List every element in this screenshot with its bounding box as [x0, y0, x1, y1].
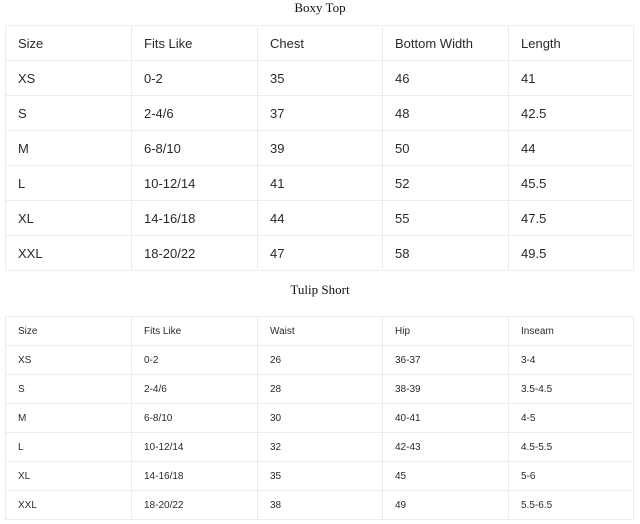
table-cell: L — [6, 433, 132, 462]
table-cell: 49.5 — [509, 236, 634, 271]
boxy-top-title: Boxy Top — [294, 0, 346, 15]
table-cell: 39 — [258, 131, 383, 166]
header-cell: Size — [6, 317, 132, 346]
table-cell: 3.5-4.5 — [509, 375, 634, 404]
table-cell: 28 — [258, 375, 383, 404]
table-cell: 35 — [258, 61, 383, 96]
table-cell: M — [6, 131, 132, 166]
table-cell: 44 — [258, 201, 383, 236]
header-cell: Inseam — [509, 317, 634, 346]
table-cell: 41 — [509, 61, 634, 96]
table-cell: 14-16/18 — [132, 201, 258, 236]
tulip-short-title: Tulip Short — [290, 282, 350, 297]
table-row — [6, 433, 634, 462]
header-cell: Length — [509, 26, 634, 61]
table-cell: 4.5-5.5 — [509, 433, 634, 462]
table-cell: 10-12/14 — [132, 433, 258, 462]
table-row — [6, 404, 634, 433]
table-row — [6, 201, 634, 236]
header-cell: Fits Like — [132, 26, 258, 61]
table-cell: 49 — [383, 491, 509, 520]
table-cell: L — [6, 166, 132, 201]
table-cell: 44 — [509, 131, 634, 166]
table-header-row — [6, 26, 634, 61]
table-cell: 46 — [383, 61, 509, 96]
table-cell: XXL — [6, 491, 132, 520]
table-cell: 41 — [258, 166, 383, 201]
table-row — [6, 96, 634, 131]
table-cell: XL — [6, 201, 132, 236]
table-cell: 47.5 — [509, 201, 634, 236]
table-row — [6, 375, 634, 404]
tulip-short-size-table — [5, 316, 634, 520]
table-cell: M — [6, 404, 132, 433]
table-row — [6, 462, 634, 491]
table-cell: XL — [6, 462, 132, 491]
table-cell: 50 — [383, 131, 509, 166]
table-cell: 40-41 — [383, 404, 509, 433]
table-row — [6, 491, 634, 520]
header-cell: Hip — [383, 317, 509, 346]
table-cell: 47 — [258, 236, 383, 271]
table-cell: 0-2 — [132, 346, 258, 375]
header-cell: Fits Like — [132, 317, 258, 346]
table-cell: 38-39 — [383, 375, 509, 404]
table-cell: 38 — [258, 491, 383, 520]
header-cell: Size — [6, 26, 132, 61]
table-cell: 18-20/22 — [132, 236, 258, 271]
table-cell: S — [6, 375, 132, 404]
table-cell: XS — [6, 346, 132, 375]
table-cell: 26 — [258, 346, 383, 375]
table-cell: 18-20/22 — [132, 491, 258, 520]
header-cell: Waist — [258, 317, 383, 346]
table-cell: 32 — [258, 433, 383, 462]
table-cell: XXL — [6, 236, 132, 271]
table-cell: 10-12/14 — [132, 166, 258, 201]
table-cell: 2-4/6 — [132, 96, 258, 131]
table-cell: 35 — [258, 462, 383, 491]
table-cell: 45.5 — [509, 166, 634, 201]
table-row — [6, 131, 634, 166]
table-cell: 6-8/10 — [132, 131, 258, 166]
table-row — [6, 166, 634, 201]
table-cell: 3-4 — [509, 346, 634, 375]
boxy-top-size-table — [5, 25, 634, 271]
table-cell: 52 — [383, 166, 509, 201]
header-cell: Chest — [258, 26, 383, 61]
table-cell: 42-43 — [383, 433, 509, 462]
table-cell: 48 — [383, 96, 509, 131]
table-cell: XS — [6, 61, 132, 96]
table-cell: 14-16/18 — [132, 462, 258, 491]
table-cell: 42.5 — [509, 96, 634, 131]
table-cell: 36-37 — [383, 346, 509, 375]
table-cell: 30 — [258, 404, 383, 433]
table-row — [6, 61, 634, 96]
table-row — [6, 236, 634, 271]
table-cell: 37 — [258, 96, 383, 131]
table-cell: 0-2 — [132, 61, 258, 96]
table-cell: 6-8/10 — [132, 404, 258, 433]
table-cell: 2-4/6 — [132, 375, 258, 404]
table-cell: 55 — [383, 201, 509, 236]
table-cell: S — [6, 96, 132, 131]
table-row — [6, 346, 634, 375]
table-cell: 45 — [383, 462, 509, 491]
table-header-row — [6, 317, 634, 346]
table-cell: 4-5 — [509, 404, 634, 433]
table-cell: 5.5-6.5 — [509, 491, 634, 520]
table-cell: 5-6 — [509, 462, 634, 491]
header-cell: Bottom Width — [383, 26, 509, 61]
table-cell: 58 — [383, 236, 509, 271]
